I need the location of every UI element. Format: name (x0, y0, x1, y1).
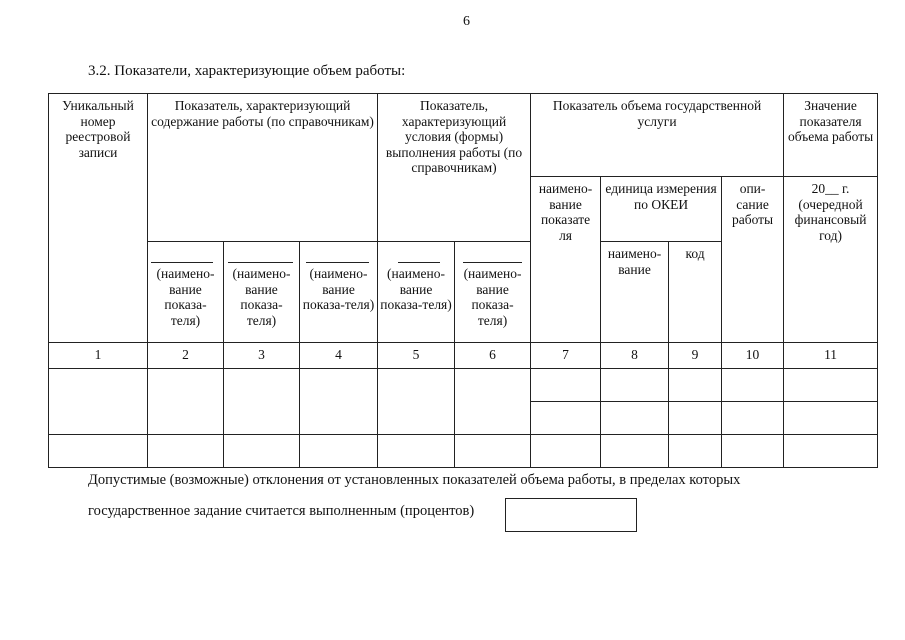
data-cell[interactable] (722, 402, 784, 435)
placeholder-text: (наимено-вание показа-теля) (463, 266, 522, 328)
data-cell[interactable] (378, 435, 455, 468)
section-title: 3.2. Показатели, характеризующие объем работы: (88, 63, 406, 79)
data-cell[interactable] (224, 435, 300, 468)
volume-indicators-table (48, 93, 878, 468)
header-year: 20__ г. (очередной финансовый год) (784, 177, 878, 343)
data-cell[interactable] (300, 369, 378, 435)
header-conditions-indicator: Показатель, характеризующий условия (формы) выполнения работы (по справочникам) (378, 94, 531, 242)
column-number: 4 (300, 343, 378, 369)
placeholder-text: (наимено-вание показа-теля) (156, 266, 215, 328)
placeholder-cell (224, 242, 300, 343)
deviation-text-line2: государственное задание считается выполненным (процентов) (88, 503, 475, 519)
column-number: 2 (148, 343, 224, 369)
placeholder-cell (455, 242, 531, 343)
data-cell[interactable] (601, 369, 669, 402)
data-cell[interactable] (601, 402, 669, 435)
deviation-percent-input[interactable] (505, 498, 637, 532)
data-cell[interactable] (722, 369, 784, 402)
column-number: 11 (784, 343, 878, 369)
data-cell[interactable] (531, 435, 601, 468)
data-cell[interactable] (224, 369, 300, 435)
data-cell[interactable] (49, 435, 148, 468)
data-cell[interactable] (148, 369, 224, 435)
data-cell[interactable] (300, 435, 378, 468)
header-unit: единица измерения по ОКЕИ (601, 177, 722, 242)
placeholder-cell (148, 242, 224, 343)
data-cell[interactable] (784, 435, 878, 468)
header-unique-number: Уникальный номер реестровой записи (49, 94, 148, 343)
header-volume-indicator: Показатель объема государственной услуги (531, 94, 784, 177)
page-number: 6 (463, 14, 470, 29)
column-number: 6 (455, 343, 531, 369)
data-cell[interactable] (49, 369, 148, 435)
header-content-indicator: Показатель, характеризующий содержание работы (по справочникам) (148, 94, 378, 242)
placeholder-text: (наимено-вание показа-теля) (232, 266, 291, 328)
placeholder-text: (наимено-вание показа-теля) (380, 266, 452, 312)
data-cell[interactable] (669, 369, 722, 402)
placeholder-cell (378, 242, 455, 343)
column-number: 5 (378, 343, 455, 369)
header-unit-name: наимено-вание (601, 242, 669, 343)
data-cell[interactable] (784, 402, 878, 435)
placeholder-cell (300, 242, 378, 343)
header-indicator-name: наимено-вание показате ля (531, 177, 601, 343)
data-cell[interactable] (531, 369, 601, 402)
data-cell[interactable] (722, 435, 784, 468)
column-number: 7 (531, 343, 601, 369)
deviation-text-line1: Допустимые (возможные) отклонения от установленных показателей объема работы, в пределах которых (88, 472, 741, 488)
data-cell[interactable] (784, 369, 878, 402)
column-number: 3 (224, 343, 300, 369)
data-cell[interactable] (601, 435, 669, 468)
data-cell[interactable] (669, 435, 722, 468)
data-cell[interactable] (455, 435, 531, 468)
data-cell[interactable] (669, 402, 722, 435)
column-number: 1 (49, 343, 148, 369)
header-description: опи-сание работы (722, 177, 784, 343)
data-cell[interactable] (378, 369, 455, 435)
data-cell[interactable] (455, 369, 531, 435)
column-number: 9 (669, 343, 722, 369)
column-number: 8 (601, 343, 669, 369)
header-unit-code: код (669, 242, 722, 343)
header-value: Значение показателя объема работы (784, 94, 878, 177)
data-cell[interactable] (148, 435, 224, 468)
column-number: 10 (722, 343, 784, 369)
data-cell[interactable] (531, 402, 601, 435)
placeholder-text: (наимено-вание показа-теля) (302, 266, 375, 312)
